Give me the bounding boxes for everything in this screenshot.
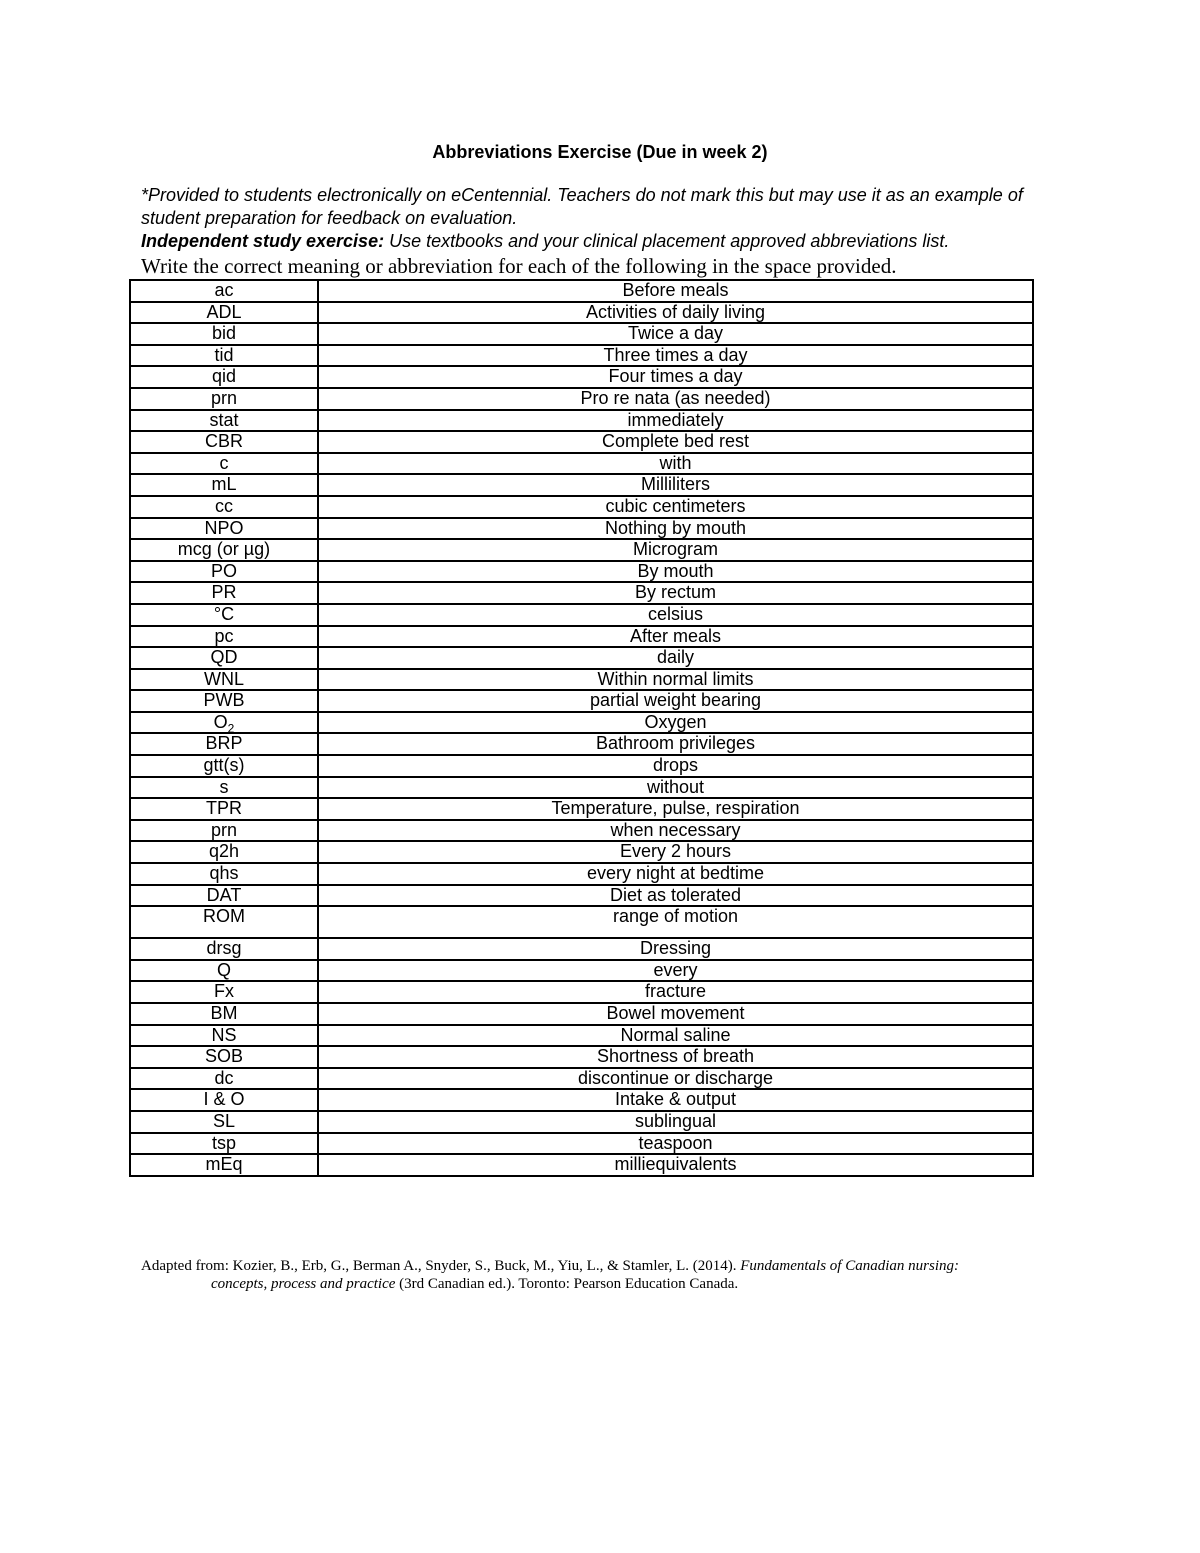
meaning-cell: Microgram [318,539,1033,561]
abbreviation-text: s [219,776,229,797]
abbreviation-cell [130,561,318,583]
abbreviation-cell [130,712,318,734]
meaning-cell: range of motion [318,906,1033,938]
meaning-cell: Every 2 hours [318,841,1033,863]
table-row [130,647,1033,669]
abbreviation-cell [130,280,318,302]
abbreviation-text: NS [211,1024,237,1045]
meaning-cell: Three times a day [318,345,1033,367]
abbreviation-text: mcg (or µg) [177,539,271,560]
abbreviation-text: Q [216,959,231,980]
abbreviation-text: ADL [206,301,242,322]
abbreviation-cell [130,906,318,938]
table-row [130,280,1033,302]
abbreviation-text: ROM [203,906,245,927]
table-row [130,1133,1033,1155]
meaning-cell: Pro re nata (as needed) [318,388,1033,410]
abbreviation-subscript: 2 [227,721,235,736]
abbreviation-text: TPR [206,798,242,819]
meaning-cell: partial weight bearing [318,690,1033,712]
meaning-cell: every night at bedtime [318,863,1033,885]
meaning-cell: without [318,777,1033,799]
abbreviation-text: BRP [205,733,243,754]
abbreviations-table-body [130,280,1033,1176]
table-row [130,1046,1033,1068]
abbreviation-cell [130,1046,318,1068]
table-row [130,582,1033,604]
meaning-cell: celsius [318,604,1033,626]
intro-note: *Provided to students electronically on eCentennial. Teachers do not mark this but may use it as an example of student preparation for feedback on evaluation. [141,185,1023,228]
table-row [130,755,1033,777]
abbreviation-text: ac [214,280,234,300]
meaning-cell: immediately [318,410,1033,432]
meaning-cell: After meals [318,626,1033,648]
table-row [130,820,1033,842]
meaning-cell: milliequivalents [318,1154,1033,1176]
table-row [130,1025,1033,1047]
table-row [130,345,1033,367]
abbreviation-cell [130,690,318,712]
table-row [130,431,1033,453]
meaning-cell: every [318,960,1033,982]
table-row [130,604,1033,626]
meaning-cell: Before meals [318,280,1033,302]
abbreviation-text: PWB [203,690,245,711]
meaning-cell: Diet as tolerated [318,885,1033,907]
table-row [130,474,1033,496]
abbreviation-cell [130,388,318,410]
meaning-cell: Within normal limits [318,669,1033,691]
abbreviation-cell [130,518,318,540]
meaning-cell: Four times a day [318,366,1033,388]
meaning-cell: Complete bed rest [318,431,1033,453]
table-row [130,981,1033,1003]
abbreviation-cell [130,1025,318,1047]
table-row [130,733,1033,755]
abbreviation-text: I & O [203,1089,245,1110]
abbreviation-text: PO [210,560,237,581]
abbreviation-text: mEq [205,1154,243,1175]
abbreviation-text: prn [210,387,237,408]
citation-lead: Adapted from: Kozier, B., Erb, G., Berman A., Snyder, S., Buck, M., Yiu, L., & Stamler, L. (2014). [141,1258,741,1274]
table-row [130,690,1033,712]
abbreviation-cell [130,539,318,561]
independent-study-label: Independent study exercise: [141,231,385,251]
abbreviation-text: gtt(s) [203,755,245,776]
citation-book-title-2: concepts, process and practice [211,1276,396,1292]
abbreviation-cell [130,777,318,799]
abbreviation-cell [130,841,318,863]
table-row [130,323,1033,345]
abbreviation-text: bid [211,323,237,344]
abbreviation-text: pc [214,625,234,646]
meaning-cell: Milliliters [318,474,1033,496]
abbreviation-text: qid [211,366,237,387]
meaning-cell: drops [318,755,1033,777]
table-row [130,960,1033,982]
abbreviation-cell [130,863,318,885]
abbreviation-cell [130,1111,318,1133]
abbreviation-cell [130,323,318,345]
table-row [130,1154,1033,1176]
abbreviation-cell [130,366,318,388]
table-row [130,302,1033,324]
abbreviation-cell [130,960,318,982]
abbreviation-cell [130,1154,318,1176]
meaning-cell: Oxygen [318,712,1033,734]
table-row [130,453,1033,475]
abbreviation-text: DAT [206,884,242,905]
abbreviation-text: tsp [211,1132,236,1153]
abbreviation-cell [130,474,318,496]
table-row [130,863,1033,885]
meaning-cell: with [318,453,1033,475]
table-row [130,1003,1033,1025]
abbreviation-text: stat [209,409,239,430]
meaning-cell: Bowel movement [318,1003,1033,1025]
abbreviation-text: SL [212,1110,236,1131]
table-row [130,669,1033,691]
meaning-cell: Intake & output [318,1089,1033,1111]
abbreviation-text: cc [215,495,233,516]
meaning-cell: sublingual [318,1111,1033,1133]
meaning-cell: Shortness of breath [318,1046,1033,1068]
abbreviation-cell [130,496,318,518]
meaning-cell: Bathroom privileges [318,733,1033,755]
abbreviation-text: mL [211,474,237,495]
table-row [130,496,1033,518]
abbreviation-cell [130,302,318,324]
instruction-text: Write the correct meaning or abbreviation for each of the following in the space provided. [141,254,897,278]
abbreviation-cell [130,1068,318,1090]
table-row [130,712,1033,734]
abbreviation-cell [130,626,318,648]
table-row [130,798,1033,820]
abbreviation-cell [130,345,318,367]
abbreviation-text: NPO [204,517,244,538]
abbreviation-text: O [213,711,228,732]
table-row [130,1089,1033,1111]
abbreviation-text: dc [214,1067,234,1088]
abbreviation-cell [130,604,318,626]
abbreviation-text: tid [214,344,234,365]
page-title: Abbreviations Exercise (Due in week 2) [432,142,768,162]
meaning-cell: Temperature, pulse, respiration [318,798,1033,820]
abbreviation-text: °C [213,603,235,624]
abbreviation-text: Fx [214,981,234,1002]
meaning-cell: By rectum [318,582,1033,604]
table-row [130,1068,1033,1090]
table-row [130,561,1033,583]
meaning-cell: discontinue or discharge [318,1068,1033,1090]
meaning-cell: when necessary [318,820,1033,842]
table-row [130,777,1033,799]
meaning-cell: Activities of daily living [318,302,1033,324]
abbreviation-cell [130,1133,318,1155]
meaning-cell: Normal saline [318,1025,1033,1047]
abbreviation-cell [130,582,318,604]
table-row [130,841,1033,863]
meaning-cell: fracture [318,981,1033,1003]
meaning-cell: daily [318,647,1033,669]
table-row [130,938,1033,960]
meaning-cell: teaspoon [318,1133,1033,1155]
abbreviation-text: CBR [204,431,243,452]
abbreviation-text: qhs [209,863,239,884]
independent-study-text: Use textbooks and your clinical placement approved abbreviations list. [384,231,950,251]
meaning-cell: Twice a day [318,323,1033,345]
table-row [130,366,1033,388]
table-row [130,1111,1033,1133]
abbreviation-text: SOB [204,1046,243,1067]
table-row [130,518,1033,540]
citation [141,1257,1041,1293]
citation-tail: (3rd Canadian ed.). Toronto: Pearson Education Canada. [395,1276,739,1292]
abbreviation-cell [130,410,318,432]
abbreviation-cell [130,1089,318,1111]
abbreviation-text: drsg [206,938,242,959]
abbreviation-cell [130,453,318,475]
abbreviations-table [129,279,1034,1177]
abbreviation-cell [130,820,318,842]
meaning-cell: Dressing [318,938,1033,960]
abbreviation-cell [130,885,318,907]
meaning-cell: cubic centimeters [318,496,1033,518]
citation-book-title-1: Fundamentals of Canadian nursing: [740,1258,959,1274]
abbreviation-cell [130,647,318,669]
abbreviation-text: QD [210,647,238,668]
abbreviation-text: prn [210,819,237,840]
abbreviation-cell [130,431,318,453]
abbreviation-text: c [219,452,229,473]
abbreviation-cell [130,733,318,755]
abbreviation-cell [130,981,318,1003]
table-row [130,626,1033,648]
table-row [130,388,1033,410]
abbreviation-text: WNL [204,668,244,689]
abbreviation-cell [130,938,318,960]
abbreviation-cell [130,1003,318,1025]
intro-block [141,184,1041,253]
abbreviation-cell [130,755,318,777]
table-row [130,906,1033,938]
abbreviation-text: q2h [208,841,240,862]
meaning-cell: By mouth [318,561,1033,583]
meaning-cell: Nothing by mouth [318,518,1033,540]
table-row [130,410,1033,432]
abbreviation-cell [130,798,318,820]
table-row [130,539,1033,561]
abbreviation-text: BM [210,1003,238,1023]
abbreviation-text: PR [211,582,237,603]
abbreviation-cell [130,669,318,691]
table-row [130,885,1033,907]
